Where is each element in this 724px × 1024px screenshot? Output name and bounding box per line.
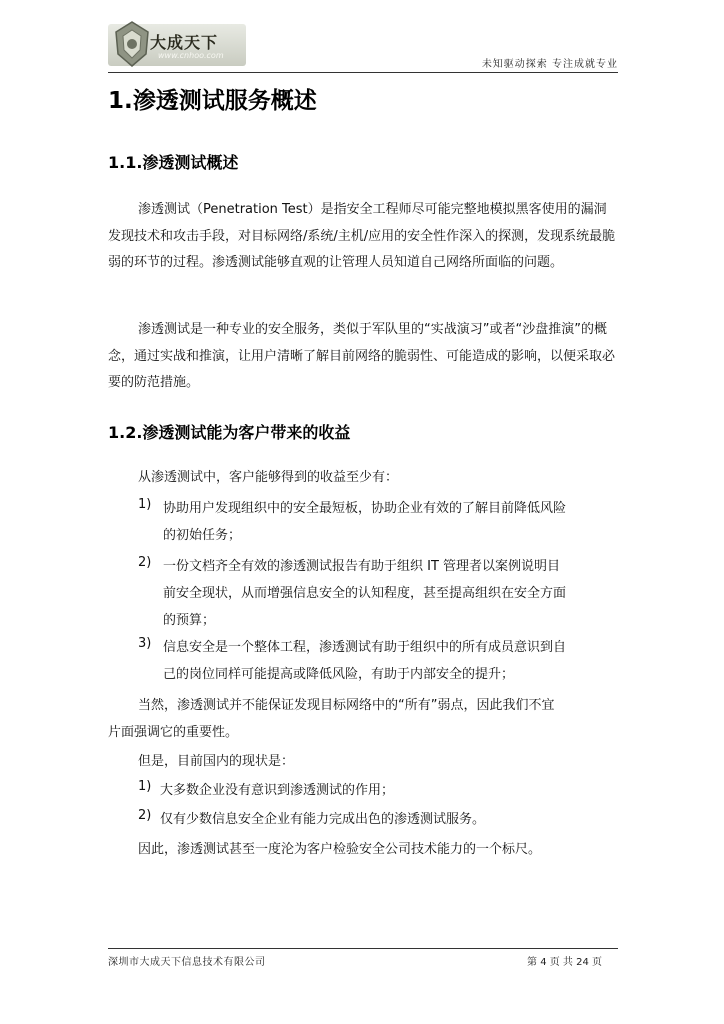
status-item-number: 1): [138, 779, 152, 794]
caveat-text: 片面强调它的重要性。: [108, 725, 239, 740]
footer-company: 深圳市大成天下信息技术有限公司: [108, 957, 266, 968]
list-item-number: 3): [138, 636, 152, 651]
subsection-title-overview: 1.1.渗透测试概述: [108, 153, 239, 172]
list-item-text: 一份文档齐全有效的渗透测试报告有助于组织 IT 管理者以案例说明目: [163, 559, 561, 574]
logo-url: www.cnhoo.com: [158, 51, 224, 60]
overview-paragraph-1: 渗透测试（Penetration Test）是指安全工程师尽可能完整地模拟黑客使用的漏洞发现技术和攻击手段，对目标网络/系统/主机/应用的安全性作深入的探测，发现系统最脆弱的环节的过程。渗透测试能够直观的让管理人员知道自己网络所面临的问题。: [108, 202, 616, 270]
caveat-text: 当然，渗透测试并不能保证发现目标网络中的“所有”弱点，因此我们不宜: [138, 698, 555, 713]
footer-page-number: 第 4 页 共 24 页: [527, 957, 602, 968]
subsection-title-benefits: 1.2.渗透测试能为客户带来的收益: [108, 423, 351, 442]
section-title: 1.渗透测试服务概述: [108, 88, 317, 114]
status-item-number: 2): [138, 808, 152, 823]
status-intro: 但是，目前国内的现状是：: [138, 754, 295, 769]
list-item-text: 的预算；: [163, 613, 216, 628]
benefits-intro: 从渗透测试中，客户能够得到的收益至少有：: [138, 470, 399, 485]
footer-divider: [108, 948, 618, 949]
overview-paragraph-2: 渗透测试是一种专业的安全服务，类似于军队里的“实战演习”或者“沙盘推演”的概念，通过实战和推演，让用户清晰了解目前网络的脆弱性、可能造成的影响，以便采取必要的防范措施。: [108, 322, 616, 390]
list-item-text: 己的岗位同样可能提高或降低风险，有助于内部安全的提升；: [163, 667, 515, 682]
list-item-text: 的初始任务；: [163, 528, 242, 543]
page-header: [108, 18, 618, 74]
list-item-text: 信息安全是一个整体工程，渗透测试有助于组织中的所有成员意识到自: [163, 640, 567, 655]
conclusion-text: 因此，渗透测试甚至一度沦为客户检验安全公司技术能力的一个标尺。: [138, 842, 542, 857]
status-item-text: 仅有少数信息安全企业有能力完成出色的渗透测试服务。: [160, 812, 486, 827]
status-item-text: 大多数企业没有意识到渗透测试的作用；: [160, 783, 395, 798]
header-divider: [108, 72, 618, 73]
list-item-number: 1): [138, 497, 152, 512]
list-item-number: 2): [138, 555, 152, 570]
logo-name: 大成天下: [150, 33, 219, 52]
logo-emblem-icon: [112, 20, 152, 68]
list-item-text: 协助用户发现组织中的安全最短板，协助企业有效的了解目前降低风险: [163, 501, 567, 516]
list-item-text: 前安全现状，从而增强信息安全的认知程度，甚至提高组织在安全方面: [163, 586, 567, 601]
header-slogan: 未知驱动探索 专注成就专业: [481, 59, 618, 70]
company-logo: [108, 18, 248, 70]
